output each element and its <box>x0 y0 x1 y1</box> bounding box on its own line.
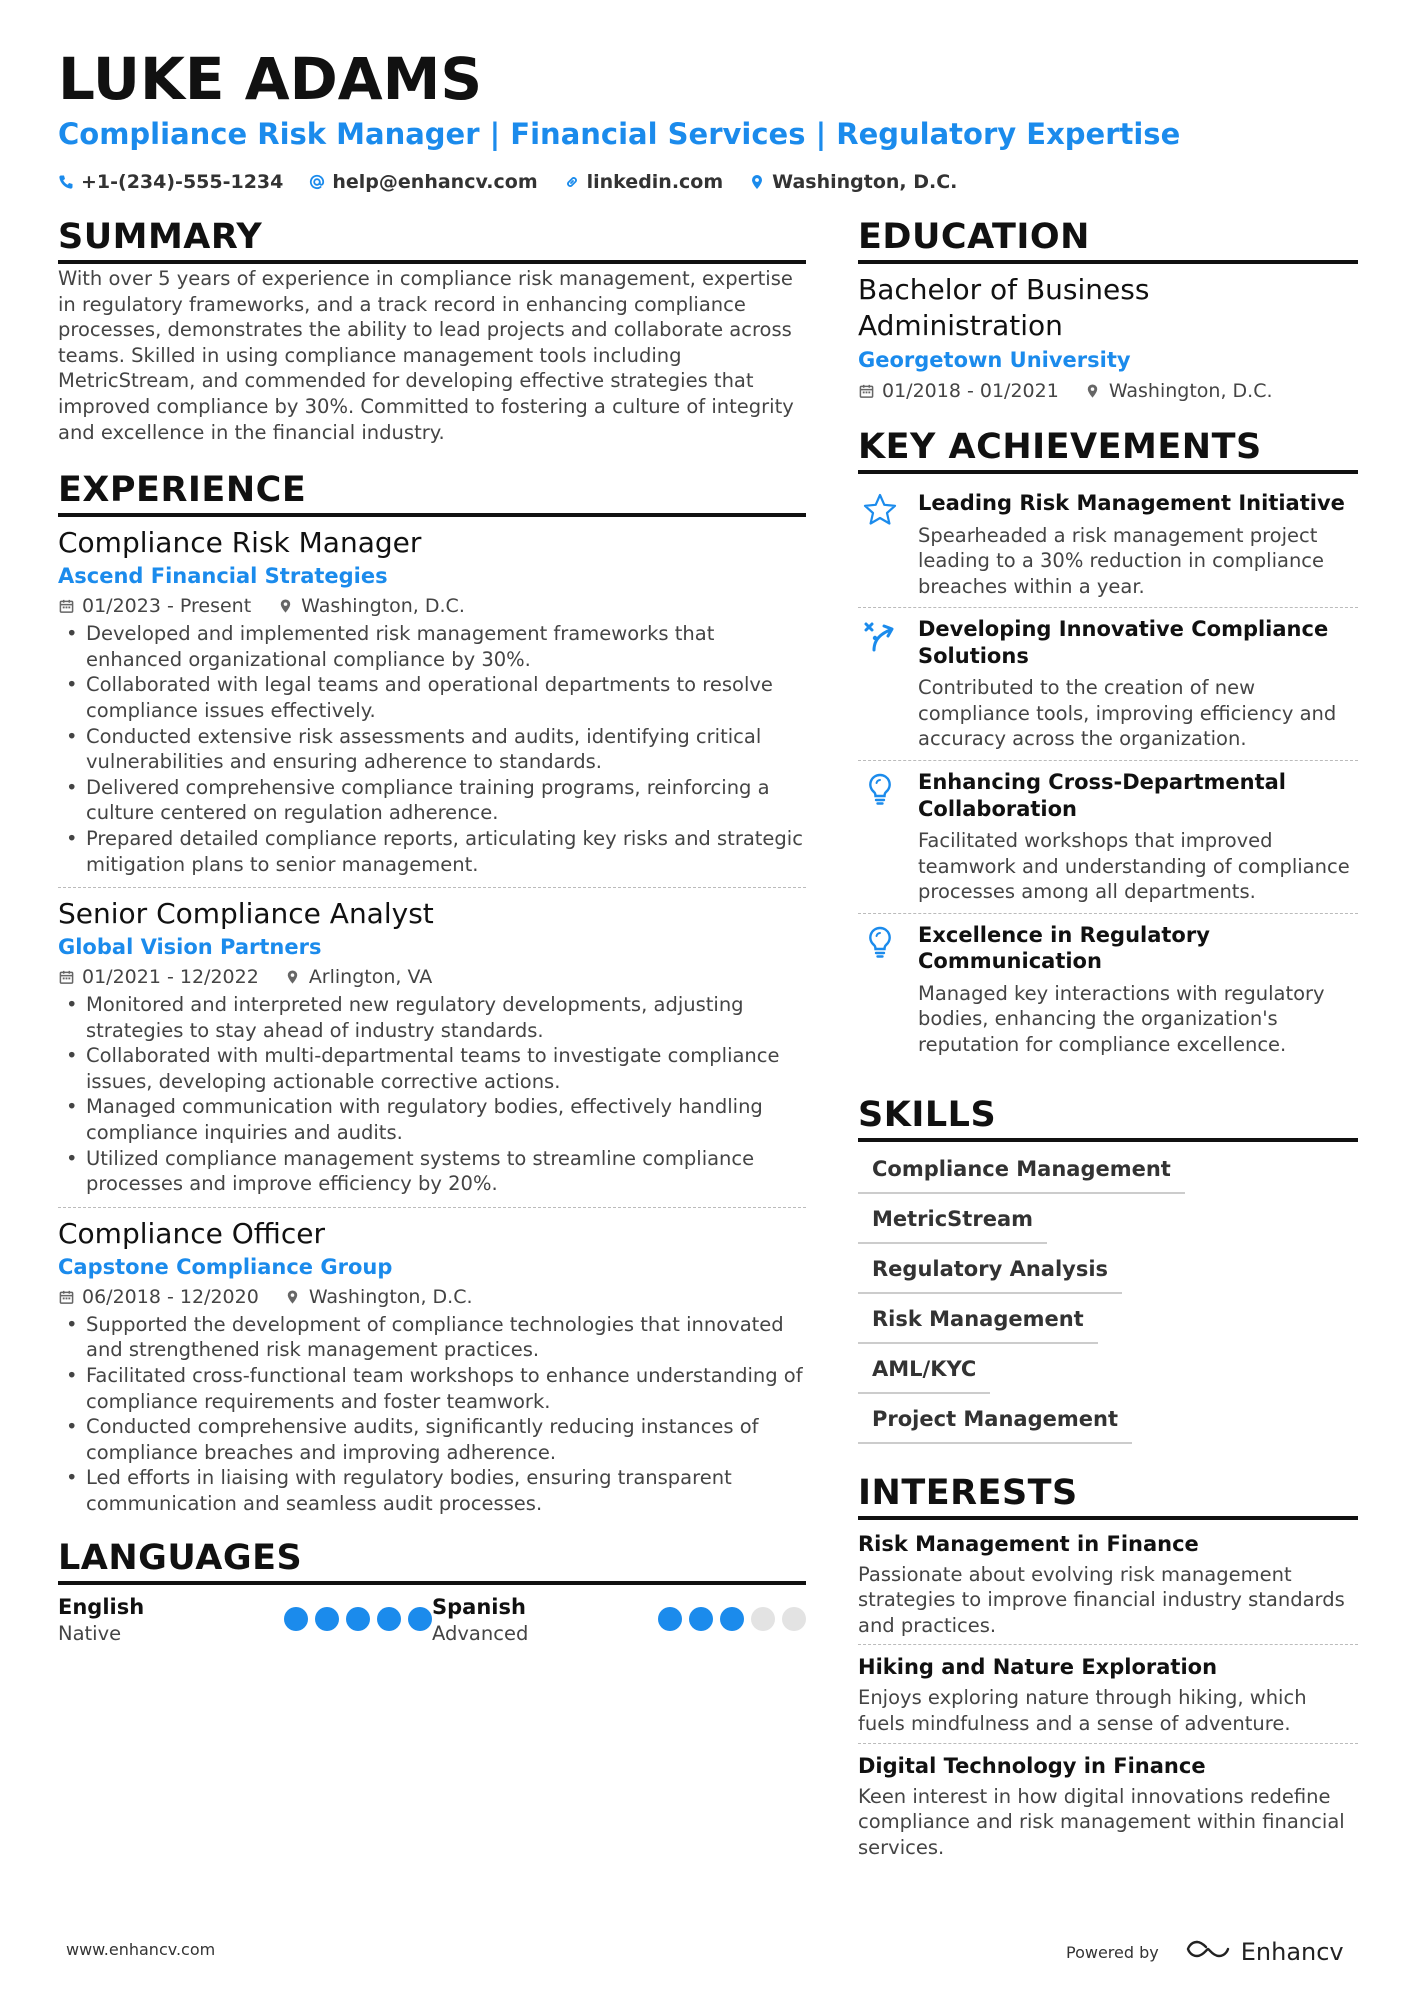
star-icon <box>858 490 902 599</box>
skill-tag: Regulatory Analysis <box>858 1254 1122 1294</box>
bullet: • Supported the development of compliance technologies that innovated and strengthened risk management practices. <box>58 1312 806 1363</box>
languages-heading: LANGUAGES <box>58 1535 806 1585</box>
achievement-item <box>858 760 1358 913</box>
company-name: Ascend Financial Strategies <box>58 564 388 589</box>
job-dates: 06/2018 - 12/2020 <box>82 1285 259 1308</box>
languages-section <box>58 1535 806 1647</box>
skill-tag: MetricStream <box>858 1204 1047 1244</box>
interest-title: Digital Technology in Finance <box>858 1753 1206 1778</box>
email-text: help@enhancv.com <box>332 171 538 193</box>
skill-list <box>858 1154 1338 1444</box>
achievement-desc: Contributed to the creation of new compliance tools, improving efficiency and accuracy across the organization. <box>918 676 1337 751</box>
candidate-name: LUKE ADAMS <box>58 45 483 113</box>
interest-desc: Enjoys exploring nature through hiking, which fuels mindfulness and a sense of adventure. <box>858 1686 1307 1735</box>
language-level: Native <box>58 1621 122 1645</box>
location-pin-icon <box>277 597 293 615</box>
proficiency-dot-empty <box>782 1607 806 1631</box>
location-text: Washington, D.C. <box>772 171 958 193</box>
proficiency-dot-filled <box>284 1607 308 1631</box>
enhancv-logo-icon <box>1185 1936 1231 1968</box>
proficiency-dot-filled <box>658 1607 682 1631</box>
education-meta <box>858 376 1358 406</box>
achievement-desc: Facilitated workshops that improved teamwork and understanding of compliance processes among all departments. <box>918 829 1350 904</box>
bullet: • Utilized compliance management systems to streamline compliance processes and improve efficiency by 20%. <box>58 1146 806 1197</box>
left-column <box>58 214 806 1647</box>
achievement-item <box>858 482 1358 607</box>
interest-item <box>858 1528 1358 1645</box>
job-bullets <box>58 992 806 1197</box>
education-location: Washington, D.C. <box>1108 380 1273 402</box>
footer-website[interactable]: www.enhancv.com <box>66 1940 216 1959</box>
phone-text: +1-(234)-555-1234 <box>81 171 284 193</box>
language-item <box>432 1593 806 1647</box>
job-location: Arlington, VA <box>308 966 433 989</box>
contact-linkedin[interactable] <box>564 168 724 196</box>
location-pin-icon <box>749 172 765 192</box>
interest-desc: Passionate about evolving risk management strategies to improve financial industry standards and practices. <box>858 1562 1345 1637</box>
brand-name: Enhancv <box>1240 1938 1344 1966</box>
proficiency-dot-filled <box>377 1607 401 1631</box>
achievement-title: Enhancing Cross-Departmental Collaboration <box>918 770 1286 821</box>
job-dates: 01/2021 - 12/2022 <box>82 966 259 989</box>
experience-heading: EXPERIENCE <box>58 467 806 517</box>
job-meta <box>58 1282 806 1312</box>
contact-email[interactable] <box>309 168 537 196</box>
skills-section <box>858 1092 1358 1444</box>
education-dates: 01/2018 - 01/2021 <box>882 380 1059 402</box>
proficiency-dot-filled <box>315 1607 339 1631</box>
achievement-title: Developing Innovative Compliance Solutions <box>918 617 1329 668</box>
lightbulb-icon <box>858 769 902 905</box>
job-bullets <box>58 1312 806 1517</box>
proficiency-dot-filled <box>720 1607 744 1631</box>
link-icon <box>564 172 580 192</box>
calendar-icon <box>58 1288 74 1306</box>
language-list <box>58 1593 806 1647</box>
proficiency-dot-filled <box>408 1607 432 1631</box>
job-title: Compliance Risk Manager <box>58 526 422 560</box>
interest-item <box>858 1644 1358 1742</box>
calendar-icon <box>858 382 874 400</box>
skill-tag: Project Management <box>858 1404 1132 1444</box>
job-meta <box>58 591 806 621</box>
achievement-item <box>858 607 1358 760</box>
job-location: Washington, D.C. <box>308 1285 473 1308</box>
interests-heading: INTERESTS <box>858 1470 1358 1520</box>
school-name: Georgetown University <box>858 348 1131 372</box>
proficiency-dots <box>284 1607 432 1631</box>
contact-phone[interactable] <box>58 168 283 196</box>
education-section <box>858 214 1358 406</box>
contact-location <box>749 168 957 196</box>
job-bullets <box>58 621 806 877</box>
job-title: Compliance Officer <box>58 1216 325 1250</box>
bullet: • Developed and implemented risk management frameworks that enhanced organizational compliance by 30%. <box>58 621 806 672</box>
bullet: • Conducted comprehensive audits, significantly reducing instances of compliance breaches and improving adherence. <box>58 1414 806 1465</box>
proficiency-dots <box>658 1607 806 1631</box>
achievement-desc: Spearheaded a risk management project leading to a 30% reduction in compliance breaches within a year. <box>918 523 1325 598</box>
job-meta <box>58 962 806 992</box>
experience-item <box>58 525 806 883</box>
location-pin-icon <box>285 1288 301 1306</box>
linkedin-text: linkedin.com <box>586 171 724 193</box>
bullet: • Monitored and interpreted new regulatory developments, adjusting strategies to stay ahead of industry standards. <box>58 992 806 1043</box>
proficiency-dot-filled <box>689 1607 713 1631</box>
calendar-icon <box>58 597 74 615</box>
bullet: • Collaborated with multi-departmental teams to investigate compliance issues, developing actionable corrective actions. <box>58 1043 806 1094</box>
language-name: Spanish <box>432 1594 526 1619</box>
experience-section <box>58 467 806 1522</box>
powered-by-text: Powered by <box>1066 1942 1159 1962</box>
interest-desc: Keen interest in how digital innovations redefine compliance and risk management within financial services. <box>858 1784 1345 1859</box>
lightbulb-icon <box>858 922 902 1058</box>
job-title: Senior Compliance Analyst <box>58 897 434 931</box>
interest-title: Risk Management in Finance <box>858 1531 1199 1556</box>
achievement-desc: Managed key interactions with regulatory bodies, enhancing the organization's reputation for compliance excellence. <box>918 981 1325 1057</box>
interest-title: Hiking and Nature Exploration <box>858 1655 1218 1680</box>
skill-tag: Compliance Management <box>858 1154 1185 1194</box>
language-name: English <box>58 1594 145 1619</box>
job-location: Washington, D.C. <box>301 595 465 618</box>
phone-icon <box>58 172 74 192</box>
bullet: • Conducted extensive risk assessments and audits, identifying critical vulnerabilities and ensuring adherence to standards. <box>58 724 806 775</box>
bullet: • Collaborated with legal teams and operational departments to resolve compliance issues effectively. <box>58 672 806 723</box>
calendar-icon <box>58 968 74 986</box>
achievements-heading: KEY ACHIEVEMENTS <box>858 424 1358 474</box>
job-dates: 01/2023 - Present <box>82 595 252 618</box>
language-item <box>58 1593 432 1647</box>
company-name: Capstone Compliance Group <box>58 1254 393 1279</box>
summary-section <box>58 214 806 445</box>
interest-item <box>858 1743 1358 1867</box>
experience-item <box>58 1207 806 1523</box>
summary-text: With over 5 years of experience in compliance risk management, expertise in regulatory frameworks, and a track record in enhancing compliance processes, demonstrates the ability to lead projects and collaborate across teams. Skilled in using compliance management tools including MetricStream, and commended for developing effective strategies that improved compliance by 30%. Committed to fostering a culture of integrity and excellence in the financial industry. <box>58 267 794 444</box>
bullet: • Led efforts in liaising with regulatory bodies, ensuring transparent communication and seamless audit processes. <box>58 1465 806 1516</box>
experience-item <box>58 887 806 1203</box>
degree-title: Bachelor of Business Administration <box>858 273 1150 342</box>
brand-logo[interactable] <box>1185 1936 1344 1968</box>
strategy-icon <box>858 616 902 752</box>
summary-heading: SUMMARY <box>58 214 806 264</box>
skill-tag: Risk Management <box>858 1304 1098 1344</box>
bullet: • Facilitated cross-functional team workshops to enhance understanding of compliance requirements and foster teamwork. <box>58 1363 806 1414</box>
achievements-section <box>858 424 1358 1066</box>
footer-branding <box>1066 1936 1344 1968</box>
company-name: Global Vision Partners <box>58 935 322 960</box>
bullet: • Managed communication with regulatory bodies, effectively handling compliance inquiries and audits. <box>58 1094 806 1145</box>
location-pin-icon <box>285 968 301 986</box>
achievement-title: Excellence in Regulatory Communication <box>918 922 1210 974</box>
location-pin-icon <box>1085 382 1101 400</box>
bullet: • Prepared detailed compliance reports, articulating key risks and strategic mitigation plans to senior management. <box>58 826 806 877</box>
skills-heading: SKILLS <box>858 1092 1358 1142</box>
interests-section <box>858 1470 1358 1867</box>
achievement-title: Leading Risk Management Initiative <box>918 491 1345 515</box>
language-level: Advanced <box>432 1621 529 1645</box>
headline: Compliance Risk Manager | Financial Services | Regulatory Expertise <box>58 117 1181 151</box>
at-icon <box>309 172 325 192</box>
proficiency-dot-empty <box>751 1607 775 1631</box>
right-column <box>858 214 1358 1866</box>
bullet: • Delivered comprehensive compliance training programs, reinforcing a culture centered on regulation adherence. <box>58 775 806 826</box>
proficiency-dot-filled <box>346 1607 370 1631</box>
achievement-item <box>858 913 1358 1066</box>
skill-tag: AML/KYC <box>858 1354 990 1394</box>
education-heading: EDUCATION <box>858 214 1358 264</box>
contact-bar <box>58 168 957 196</box>
